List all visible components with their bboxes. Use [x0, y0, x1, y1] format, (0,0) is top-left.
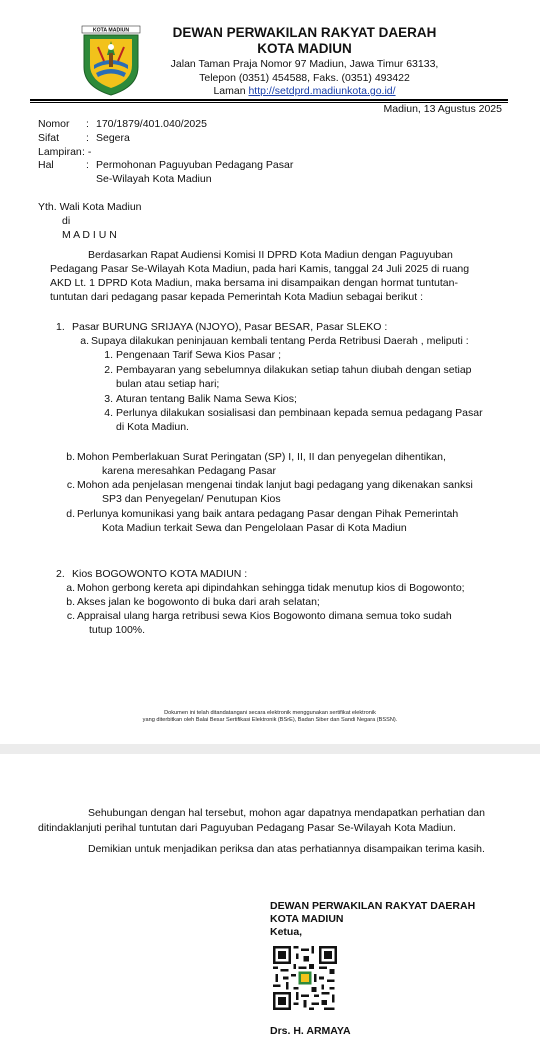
section1-b-text-cont: karena meresahkan Pedagang Pasar	[102, 465, 276, 477]
web-link[interactable]: http://setdprd.madiunkota.go.id/	[248, 85, 396, 97]
meta-value-nomor: 170/1879/401.040/2025	[96, 118, 207, 130]
sub-item-text: Pembayaran yang sebelumnya dilakukan setiap tahun diubah dengan setiap	[116, 364, 472, 376]
sub-item-number: 1.	[104, 349, 113, 361]
section1-b-text: Mohon Pemberlakuan Surat Peringatan (SP) I, II, II dan penyegelan dihentikan,	[77, 451, 446, 463]
section1-c-text: Mohon ada penjelasan mengenai tindak lanjut bagi pedagang yang dikenakan sanksi	[77, 479, 473, 491]
section2-item-text: Mohon gerbong kereta api dipindahkan sehingga tidak menutup kios di Bogowonto;	[77, 582, 465, 594]
meta-value-hal-cont: Se-Wilayah Kota Madiun	[96, 173, 212, 185]
letterhead-title: DEWAN PERWAKILAN RAKYAT DAERAH	[172, 25, 437, 40]
addressee-line1: Yth. Wali Kota Madiun	[38, 201, 142, 213]
page-gap	[0, 744, 540, 754]
sub-item-text: Pengenaan Tarif Sewa Kios Pasar ;	[116, 349, 281, 361]
letterhead-web	[152, 84, 457, 98]
intro-line: AKD Lt. 1 DPRD Kota Madiun, maka bersama ini disampaikan dengan hormat tuntutan-	[50, 277, 458, 289]
meta-value-sifat: Segera	[96, 132, 130, 144]
section1-d-text-cont: Kota Madiun terkait Sewa dan Pengelolaan Pasar di Kota Madiun	[102, 522, 407, 534]
qr-code-signature	[273, 946, 337, 1010]
meta-label-lampiran: Lampiran	[38, 146, 82, 158]
meta-sep-lampiran: : -	[82, 146, 92, 158]
sub-item-text-cont: di Kota Madiun.	[116, 421, 189, 433]
section2-item-number: b.	[66, 596, 75, 608]
section2-title: Kios BOGOWONTO KOTA MADIUN :	[72, 568, 248, 580]
meta-sep: :	[86, 132, 89, 144]
section1-a-text: Supaya dilakukan peninjauan kembali tentang Perda Retribusi Daerah , meliputi :	[91, 335, 469, 347]
section1-c-number: c.	[66, 479, 75, 491]
section1-number: 1.	[56, 321, 65, 333]
signature-position: Ketua,	[270, 926, 303, 938]
esign-footnote-line1: Dokumen ini telah ditandatangani secara elektronik menggunakan sertifikat elektronik	[164, 710, 376, 716]
sub-item-number: 4.	[104, 407, 113, 419]
closing-thanks: Demikian untuk menjadikan periksa dan atas perhatiannya disampaikan terima kasih.	[88, 843, 485, 855]
meta-value-hal: Permohonan Paguyuban Pedagang Pasar	[96, 159, 294, 171]
section2-number: 2.	[56, 568, 65, 580]
section1-title: Pasar BURUNG SRIJAYA (NJOYO), Pasar BESAR, Pasar SLEKO :	[72, 321, 388, 333]
signer-name: Drs. H. ARMAYA	[270, 1025, 351, 1037]
sub-item-text-cont: bulan atau setiap hari;	[116, 378, 220, 390]
signature-city: KOTA MADIUN	[270, 913, 344, 925]
signature-institution: DEWAN PERWAKILAN RAKYAT DAERAH	[270, 900, 476, 912]
section2-item-text: Akses jalan ke bogowonto di buka dari arah selatan;	[77, 596, 320, 608]
addressee-line2: di	[62, 215, 71, 227]
meta-label-sifat: Sifat	[38, 132, 60, 144]
intro-line: tuntutan dari pedagang pasar kepada Pemerintah Kota Madiun sebagai berikut :	[50, 291, 424, 303]
addressee-line3: M A D I U N	[62, 229, 117, 241]
section2-item-number: a.	[66, 582, 75, 594]
section1-a-number: a.	[80, 335, 89, 347]
closing-line: ditindaklanjuti perihal tuntutan dari Paguyuban Pedagang Pasar Se-Wilayah Kota Madiun.	[38, 822, 456, 834]
letter-date: Madiun, 13 Agustus 2025	[383, 103, 502, 115]
logo-text: KOTA MADIUN	[92, 27, 130, 34]
sub-item-text: Aturan tentang Balik Nama Sewa Kios;	[116, 393, 297, 405]
meta-label-nomor: Nomor	[38, 118, 70, 130]
section1-d-text: Perlunya komunikasi yang baik antara pedagang Pasar dengan Pihak Pemerintah	[77, 508, 459, 520]
sub-item-number: 3.	[104, 393, 113, 405]
closing-line: Sehubungan dengan hal tersebut, mohon agar dapatnya mendapatkan perhatian dan	[88, 807, 485, 819]
sub-item-text: Perlunya dilakukan sosialisasi dan pembinaan kepada semua pedagang Pasar	[116, 407, 483, 419]
meta-sep: :	[86, 159, 89, 171]
section1-d-number: d.	[66, 508, 75, 520]
meta-sep: :	[86, 118, 89, 130]
letterhead-rule	[30, 99, 508, 101]
letterhead-subtitle: KOTA MADIUN	[257, 41, 352, 56]
city-emblem-logo	[80, 25, 142, 97]
section1-c-text-cont: SP3 dan Penyegelan/ Penutupan Kios	[102, 493, 281, 505]
sub-item-number: 2.	[104, 364, 113, 376]
letterhead-address: Jalan Taman Praja Nomor 97 Madiun, Jawa Timur 63133,	[170, 58, 439, 70]
section2-item-text-cont: tutup 100%.	[89, 624, 146, 636]
web-label: Laman	[213, 85, 246, 97]
esign-footnote-line2: yang diterbitkan oleh Balai Besar Sertifikasi Elektronik (BSrE), Badan Siber dan Sandi Negara (BSSN).	[142, 717, 398, 723]
letterhead-phone: Telepon (0351) 454588, Faks. (0351) 493422	[199, 72, 410, 84]
intro-line: Pedagang Pasar Se-Wilayah Kota Madiun, pada hari Kamis, tanggal 24 Juli 2025 di ruang	[50, 263, 470, 275]
intro-line: Berdasarkan Rapat Audiensi Komisi II DPRD Kota Madiun dengan Paguyuban	[88, 249, 453, 261]
meta-label-hal: Hal	[38, 159, 54, 171]
section1-b-number: b.	[66, 451, 75, 463]
section2-item-text: Appraisal ulang harga retribusi sewa Kios Bogowonto dimana semua toko sudah	[77, 610, 452, 622]
section2-item-number: c.	[66, 610, 75, 622]
